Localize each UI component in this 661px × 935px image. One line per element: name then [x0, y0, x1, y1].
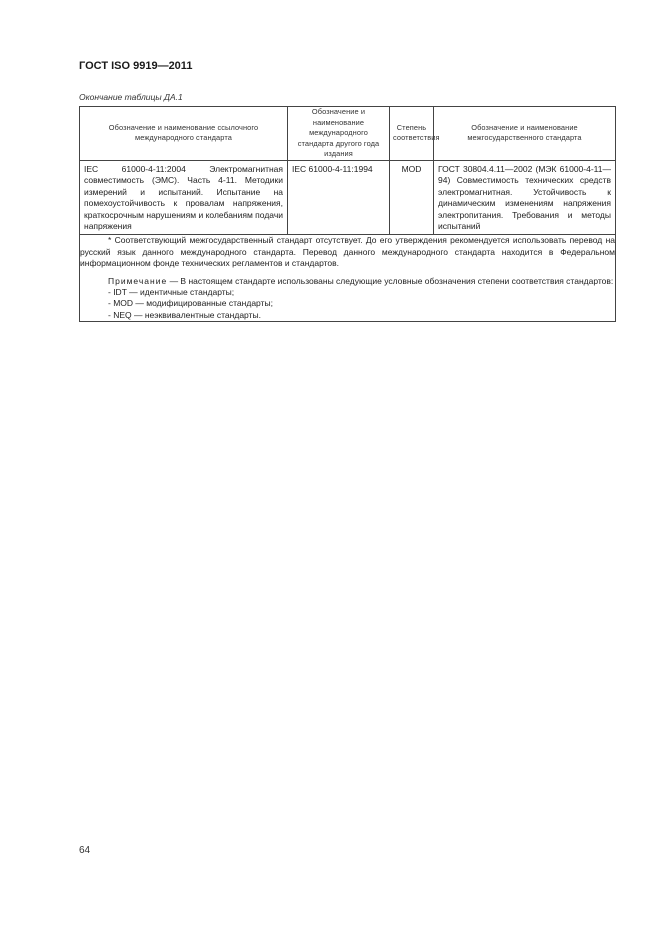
cell-ref-standard: IEC 61000-4-11:2004 Электромагнитная совместимость (ЭМС). Часть 4-11. Методики измерений и испытаний. Испытание на помехоустойчивость к провалам напряжения, краткосрочным нарушениям и колебаниям подачи напряжения: [84, 163, 284, 231]
column-header-ref-standard: Обозначение и наименование ссылочного международного стандарта: [80, 107, 288, 161]
table-caption: Окончание таблицы ДА.1: [79, 92, 183, 102]
page-number: 64: [79, 845, 91, 856]
table-header-row: [80, 107, 616, 161]
note-label: Примечание: [108, 275, 168, 286]
cell-other-edition: IEC 61000-4-11:1994: [292, 163, 373, 174]
document-title: ГОСТ ISO 9919—2011: [79, 60, 193, 72]
standards-table: [79, 106, 616, 322]
note-text: — В настоящем стандарте использованы следующие условные обозначения степени соответствия стандартов:: [167, 275, 614, 286]
cell-ref-standard-wrap: [80, 160, 288, 234]
table-footer-cell: [80, 235, 616, 322]
cell-interstate-wrap: [434, 160, 616, 234]
table-footer-row: [80, 235, 616, 322]
list-item: - NEQ — неэквивалентные стандарты.: [108, 309, 261, 320]
cell-other-edition-wrap: [288, 160, 390, 234]
column-header-degree: Степень соответствия: [390, 107, 434, 161]
list-item: - MOD — модифицированные стандарты;: [108, 298, 273, 309]
footnote: * Соответствующий межгосударственный стандарт отсутствует. До его утверждения рекомендуется использовать перевод на русский язык данного международного стандарта. Перевод данного международного стандарта находится в Федеральном информационном фонде технических регламентов и стандартов.: [80, 235, 615, 269]
list-item: - IDT — идентичные стандарты;: [108, 287, 235, 298]
table-row: [80, 160, 616, 234]
column-header-interstate: Обозначение и наименование межгосударственного стандарта: [434, 107, 616, 161]
column-header-other-edition: Обозначение и наименование международного стандарта другого года издания: [288, 107, 390, 161]
cell-interstate: ГОСТ 30804.4.11—2002 (МЭК 61000-4-11—94) Совместимость технических средств электромагнитная. Устойчивость к динамическим изменениям напряжения электропитания. Требования и методы испытаний: [438, 163, 611, 231]
note: [80, 276, 615, 287]
cell-degree: MOD: [401, 163, 422, 174]
cell-degree-wrap: [390, 160, 434, 234]
